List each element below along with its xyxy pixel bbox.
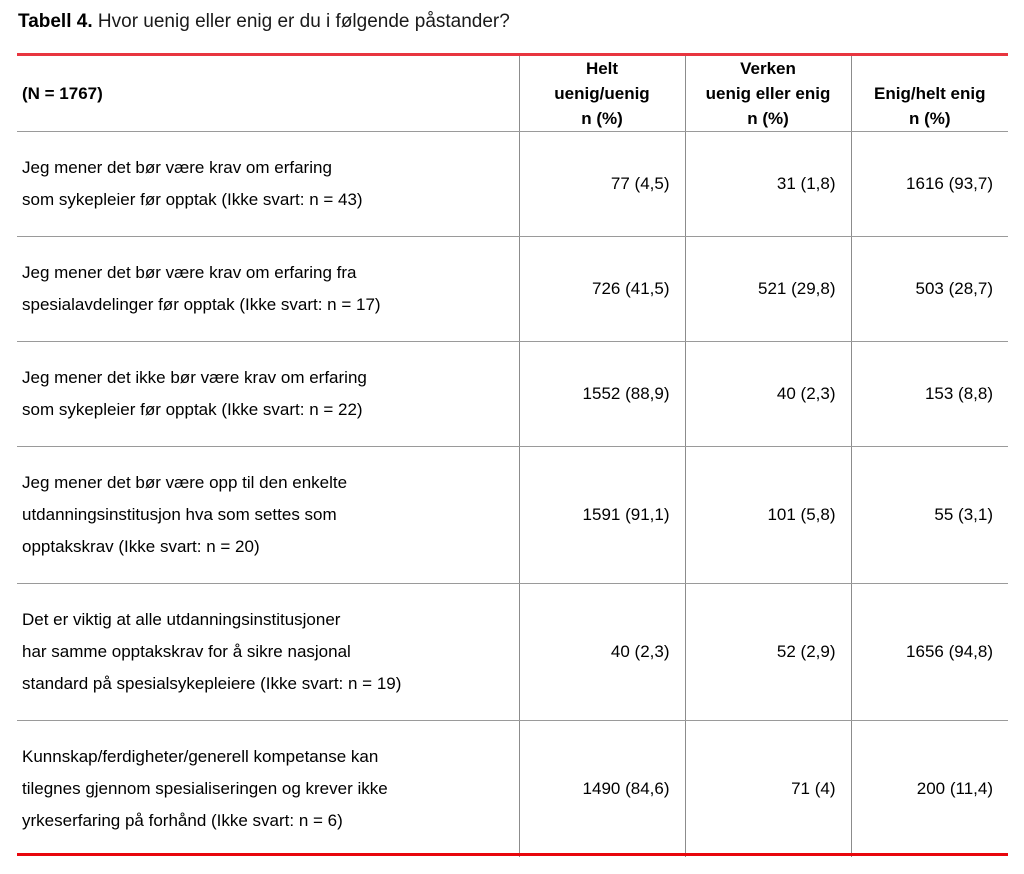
- value-verken: 71 (4): [685, 721, 851, 858]
- value-helt-uenig: 1552 (88,9): [519, 342, 685, 447]
- statement-line: yrkeserfaring på forhånd (Ikke svart: n = 6): [22, 811, 343, 830]
- statement-line: som sykepleier før opptak (Ikke svart: n = 43): [22, 190, 363, 209]
- value-verken: 31 (1,8): [685, 132, 851, 237]
- statement-line: Jeg mener det ikke bør være krav om erfaring: [22, 368, 367, 387]
- table-row: [17, 237, 1008, 342]
- statement-cell: [17, 237, 519, 342]
- column-header-enig-line2: Enig/helt enig: [874, 84, 986, 103]
- statement-cell: [17, 132, 519, 237]
- column-header-enig-line1: [860, 56, 1001, 81]
- column-header-helt-uenig: [519, 56, 685, 132]
- table-row: [17, 447, 1008, 584]
- value-helt-uenig: 1591 (91,1): [519, 447, 685, 584]
- value-verken: 40 (2,3): [685, 342, 851, 447]
- value-helt-uenig: 77 (4,5): [519, 132, 685, 237]
- statement-line: Kunnskap/ferdigheter/generell kompetanse kan: [22, 747, 379, 766]
- statement-line: tilegnes gjennom spesialiseringen og krever ikke: [22, 779, 388, 798]
- value-enig: 55 (3,1): [851, 447, 1008, 584]
- column-header-verken-line1: Verken: [740, 59, 796, 78]
- table-row: [17, 132, 1008, 237]
- survey-results-table: [17, 56, 1008, 857]
- statement-line: utdanningsinstitusjon hva som settes som: [22, 505, 337, 524]
- statement-line: som sykepleier før opptak (Ikke svart: n = 22): [22, 400, 363, 419]
- table-row: [17, 342, 1008, 447]
- bottom-red-rule: [17, 853, 1008, 856]
- table-row: [17, 721, 1008, 858]
- caption-label: Tabell 4.: [18, 11, 93, 32]
- statement-line: spesialavdelinger før opptak (Ikke svart: n = 17): [22, 295, 381, 314]
- value-enig: 153 (8,8): [851, 342, 1008, 447]
- value-helt-uenig: 726 (41,5): [519, 237, 685, 342]
- value-helt-uenig: 1490 (84,6): [519, 721, 685, 858]
- table-row: [17, 584, 1008, 721]
- value-enig: 1656 (94,8): [851, 584, 1008, 721]
- header-row: [17, 56, 1008, 132]
- column-header-enig-line3: n (%): [908, 109, 951, 128]
- value-helt-uenig: 40 (2,3): [519, 584, 685, 721]
- column-header-helt-uenig-line1: Helt: [585, 59, 619, 78]
- caption-text: Hvor uenig eller enig er du i følgende påstander?: [97, 11, 510, 32]
- column-header-verken-line2: uenig eller enig: [705, 84, 831, 103]
- column-header-verken: [685, 56, 851, 132]
- value-enig: 1616 (93,7): [851, 132, 1008, 237]
- value-enig: 200 (11,4): [851, 721, 1008, 858]
- table-caption: [18, 8, 1008, 36]
- value-enig: 503 (28,7): [851, 237, 1008, 342]
- statement-line: Jeg mener det bør være opp til den enkelte: [22, 473, 348, 492]
- column-header-verken-line3: n (%): [747, 109, 789, 128]
- statement-line: Jeg mener det bør være krav om erfaring: [22, 158, 332, 177]
- value-verken: 52 (2,9): [685, 584, 851, 721]
- statement-cell: [17, 342, 519, 447]
- column-header-helt-uenig-line2: uenig/uenig: [554, 84, 650, 103]
- statement-line: opptakskrav (Ikke svart: n = 20): [22, 537, 260, 556]
- value-verken: 101 (5,8): [685, 447, 851, 584]
- statement-line: standard på spesialsykepleiere (Ikke svart: n = 19): [22, 674, 402, 693]
- table-body: [17, 132, 1008, 858]
- value-verken: 521 (29,8): [685, 237, 851, 342]
- statement-line: Jeg mener det bør være krav om erfaring fra: [22, 263, 357, 282]
- statement-cell: [17, 584, 519, 721]
- statement-line: har samme opptakskrav for å sikre nasjonal: [22, 642, 351, 661]
- statement-line: Det er viktig at alle utdanningsinstitusjoner: [22, 610, 341, 629]
- column-header-sample-size: (N = 1767): [17, 56, 519, 132]
- statement-cell: [17, 447, 519, 584]
- statement-cell: [17, 721, 519, 858]
- table-head: [17, 56, 1008, 132]
- column-header-helt-uenig-line3: n (%): [581, 109, 623, 128]
- column-header-enig: [851, 56, 1008, 132]
